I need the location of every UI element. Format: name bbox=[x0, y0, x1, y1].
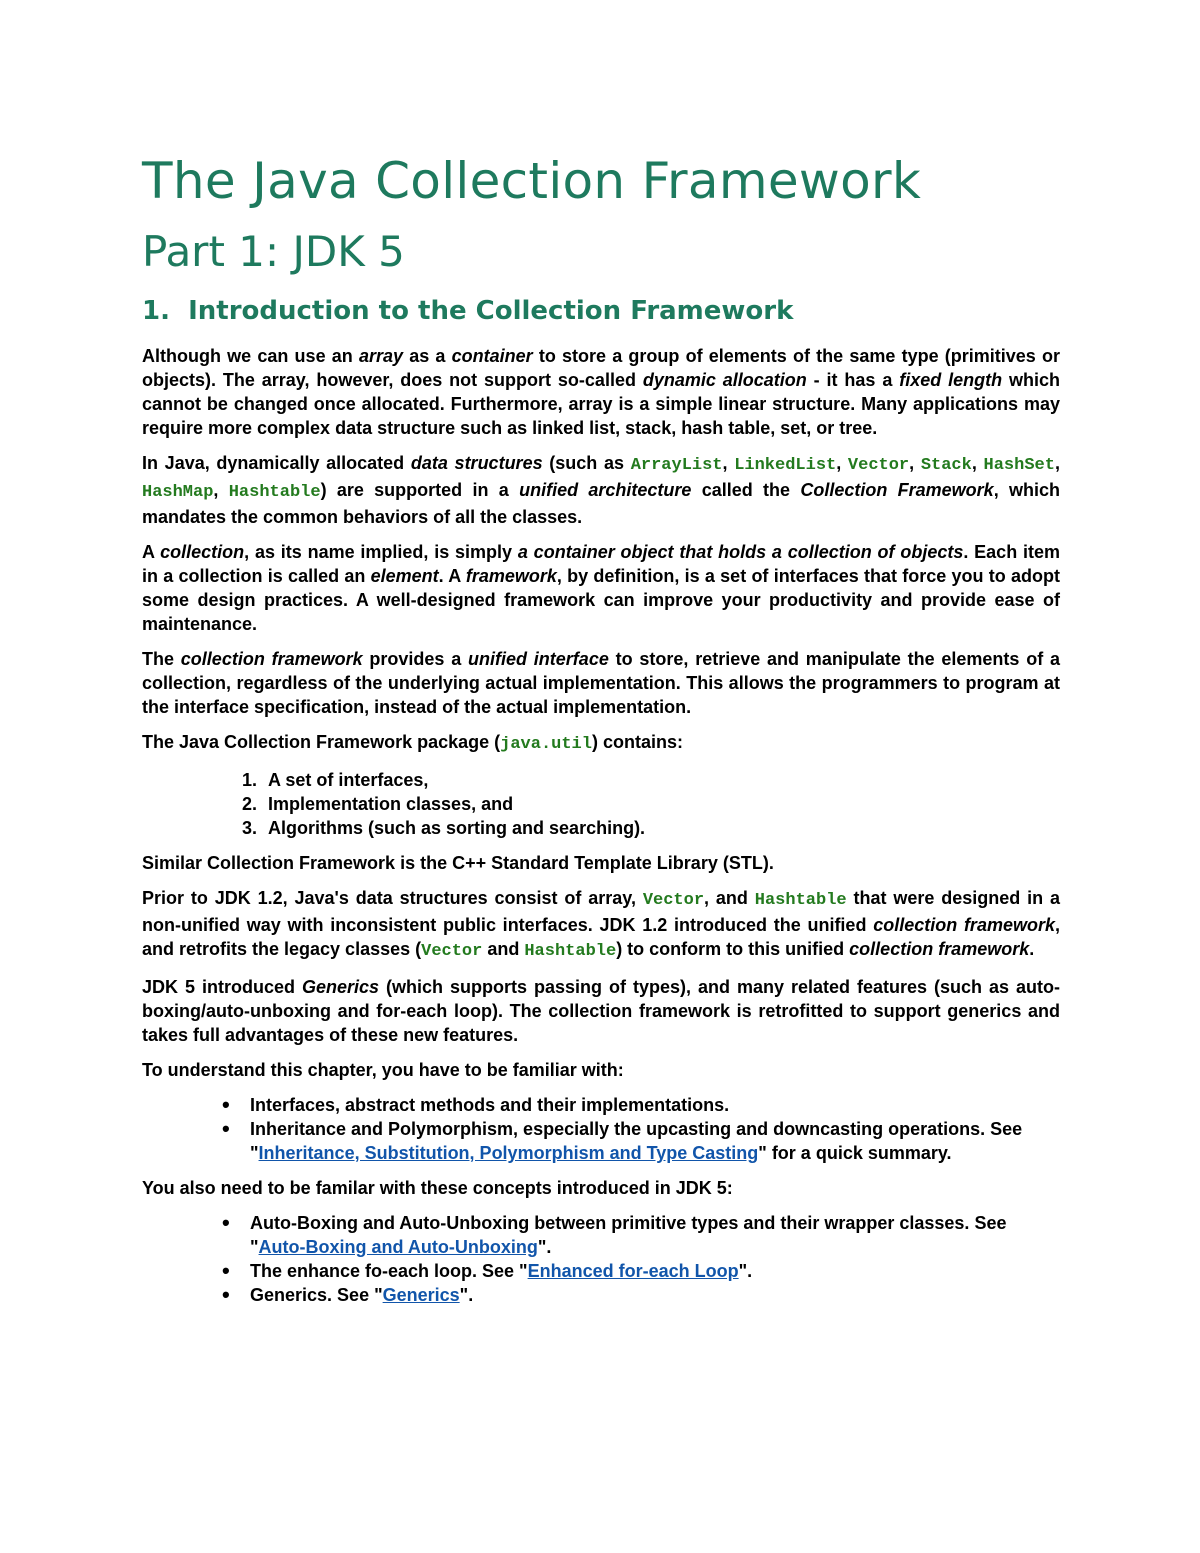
page-title: The Java Collection Framework bbox=[142, 152, 922, 210]
prerequisites-list bbox=[142, 1093, 1060, 1165]
paragraph-stl: Similar Collection Framework is the C++ Standard Template Library (STL). bbox=[142, 853, 774, 873]
list-item: 3. Algorithms (such as sorting and searching). bbox=[262, 816, 1060, 840]
autoboxing-link[interactable]: Auto-Boxing and Auto-Unboxing bbox=[258, 1237, 538, 1257]
document-page bbox=[142, 150, 1060, 1318]
page-subtitle: Part 1: JDK 5 bbox=[142, 227, 405, 276]
concepts-list bbox=[142, 1211, 1060, 1307]
list-item: 2. Implementation classes, and bbox=[262, 792, 1060, 816]
for-each-link[interactable]: Enhanced for-each Loop bbox=[527, 1261, 739, 1281]
generics-link[interactable]: Generics bbox=[382, 1285, 460, 1305]
paragraph-generics: JDK 5 introduced Generics (which supports passing of types), and many related features (such as auto-boxing/auto-unboxing and for-each loop). The collection framework is retrofitted to support generics and takes full advantages of these new features. bbox=[142, 977, 1060, 1045]
paragraph-unified-interface: The collection framework provides a unified interface to store, retrieve and manipulate the elements of a collection, regardless of the underlying actual implementation. This allows the programmers to program at the interface specification, instead of the actual implementation. bbox=[142, 649, 1060, 717]
inheritance-link[interactable]: Inheritance, Substitution, Polymorphism and Type Casting bbox=[258, 1143, 759, 1163]
list-item: • Inheritance and Polymorphism, especially the upcasting and downcasting operations. See "Inheritance, Substitution, Polymorphism and Type Casting" for a quick summary. bbox=[250, 1117, 1060, 1165]
list-item: • The enhance fo-each loop. See "Enhanced for-each Loop". bbox=[250, 1259, 1060, 1283]
list-item: • Interfaces, abstract methods and their implementations. bbox=[250, 1093, 1060, 1117]
paragraph-collection-definition: A collection, as its name implied, is simply a container object that holds a collection of objects. Each item in a collection is called an element. A framework, by definition, is a set of interfaces that force you to adopt some design practices. A well-designed framework can improve your productivity and provide ease of maintenance. bbox=[142, 542, 1061, 634]
section-heading: 1. Introduction to the Collection Framework bbox=[142, 296, 794, 326]
paragraph-jdk5-concepts: You also need to be familar with these concepts introduced in JDK 5: bbox=[142, 1178, 733, 1198]
paragraph-history: Prior to JDK 1.2, Java's data structures consist of array, Vector, and Hashtable that were designed in a non-unified way with inconsistent public interfaces. JDK 1.2 introduced the unified collection framework, and retrofits the legacy classes (Vector and Hashtable) to conform to this unified collection framework. bbox=[142, 888, 1060, 961]
contents-list bbox=[142, 768, 1060, 840]
paragraph-package: The Java Collection Framework package (java.util) contains: bbox=[142, 732, 683, 754]
list-item: • Generics. See "Generics". bbox=[250, 1283, 1060, 1307]
paragraph-data-structures: In Java, dynamically allocated data structures (such as ArrayList, LinkedList, Vector, Stack, HashSet, HashMap, Hashtable) are supported in a unified architecture called the Collection Framework, which mandates the common behaviors of all the classes. bbox=[142, 453, 1060, 527]
list-item: 1. A set of interfaces, bbox=[262, 768, 1060, 792]
list-item: • Auto-Boxing and Auto-Unboxing between primitive types and their wrapper classes. See "Auto-Boxing and Auto-Unboxing". bbox=[250, 1211, 1060, 1259]
paragraph-prerequisites: To understand this chapter, you have to be familiar with: bbox=[142, 1060, 624, 1080]
paragraph-array-intro: Although we can use an array as a container to store a group of elements of the same type (primitives or objects). The array, however, does not support so-called dynamic allocation - it has a fixed length which cannot be changed once allocated. Furthermore, array is a simple linear structure. Many applications may require more complex data structure such as linked list, stack, hash table, set, or tree. bbox=[142, 346, 1061, 438]
